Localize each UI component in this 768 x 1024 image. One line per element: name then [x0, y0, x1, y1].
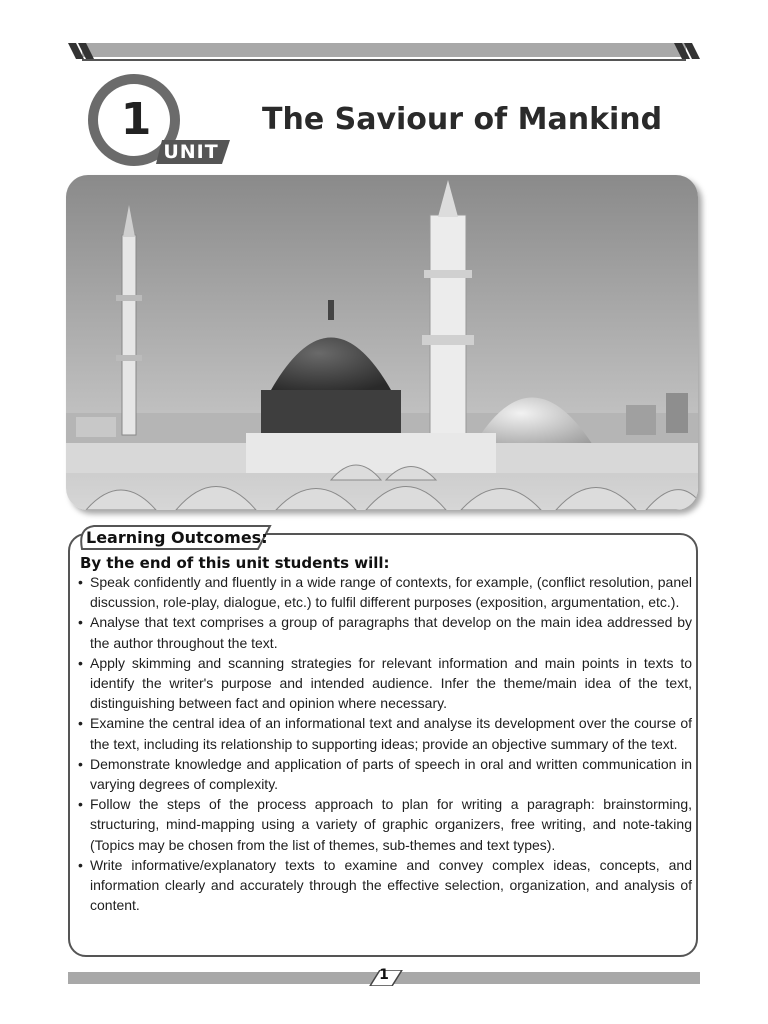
outcome-text: Follow the steps of the process approach to plan for writing a paragraph: brainstorming, structuring, mind-mapping using a variety of graphic organizers, free writing, and note-taking (Topics may be chosen from the list of themes, sub-themes and text types).: [90, 796, 692, 853]
page-number: 1: [379, 967, 389, 983]
bullet-icon: •: [78, 574, 83, 590]
list-item: [80, 713, 692, 753]
outcome-text: Speak confidently and fluently in a wide range of contexts, for example, (conflict resolution, panel discussion, role-play, dialogue, etc.) to fulfil different purposes (exposition, argumentation, etc.).: [90, 574, 692, 611]
learning-outcomes-intro: By the end of this unit students will:: [80, 554, 390, 572]
page-title: The Saviour of Mankind: [262, 102, 663, 137]
list-item: [80, 794, 692, 855]
list-item: [80, 855, 692, 916]
header-banner: [68, 40, 700, 62]
learning-outcomes-heading: Learning Outcomes:: [86, 528, 268, 547]
bullet-icon: •: [78, 755, 83, 772]
unit-badge: [72, 70, 232, 170]
list-item: [80, 612, 692, 652]
outcome-text: Apply skimming and scanning strategies for relevant information and main points in texts to identify the writer's purpose and intended audience. Infer the theme/main idea of the text, distinguishing between fact and opinion where necessary.: [90, 654, 692, 712]
bullet-icon: •: [78, 856, 83, 873]
bullet-icon: •: [78, 796, 83, 813]
bullet-icon: •: [78, 614, 83, 631]
outcome-text: Write informative/explanatory texts to examine and convey complex ideas, concepts, and information clearly and accurately through the effective selection, organization, and analysis of content.: [90, 856, 692, 914]
unit-number: 1: [120, 94, 152, 145]
bullet-icon: •: [78, 715, 83, 732]
bullet-icon: •: [78, 654, 83, 671]
outcome-text: Analyse that text comprises a group of paragraphs that develop on the main idea addressed by the author throughout the text.: [90, 614, 692, 651]
outcome-text: Examine the central idea of an informational text and analyse its development over the course of the text, including its relationship to supporting ideas; provide an objective summary of the text.: [90, 715, 692, 752]
list-item: [80, 754, 692, 794]
unit-label: UNIT: [163, 141, 219, 163]
list-item: [80, 653, 692, 714]
learning-outcomes-list: [80, 572, 692, 915]
outcome-text: Demonstrate knowledge and application of parts of speech in oral and written communication in varying degrees of complexity.: [90, 755, 692, 793]
mosque-photo: [66, 175, 698, 510]
list-item: [80, 572, 692, 612]
